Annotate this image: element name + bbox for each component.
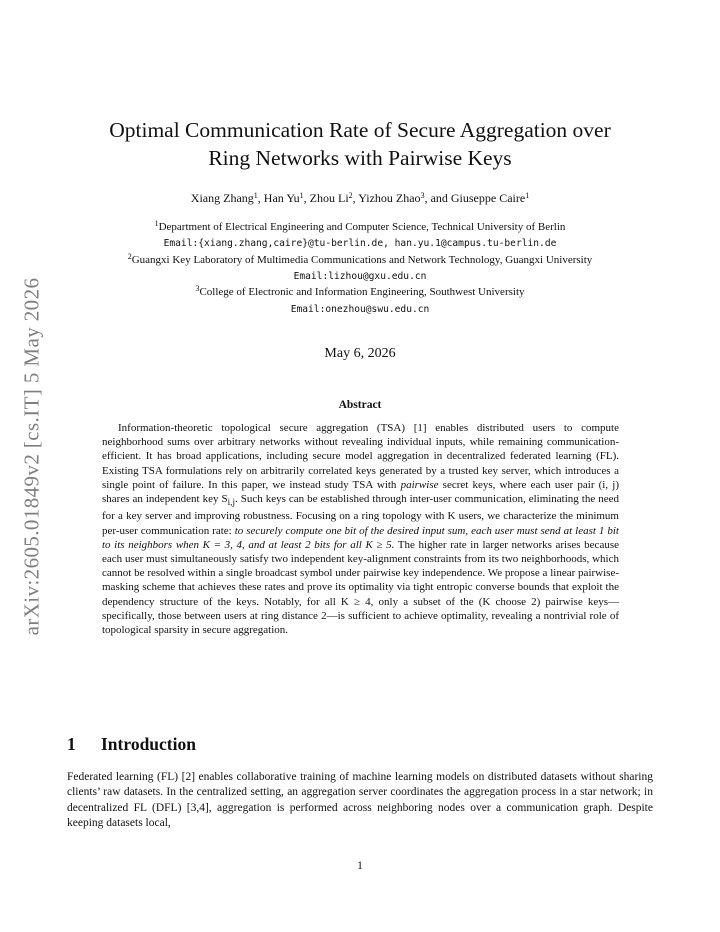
affiliation-mark: 2 <box>348 191 353 200</box>
affiliation-1 <box>40 221 680 233</box>
author-name: Xiang Zhang <box>190 191 254 205</box>
affiliation-2-email: Email:lizhou@gxu.edu.cn <box>293 271 427 282</box>
author-name: Zhou Li <box>309 191 349 205</box>
section-title: Introduction <box>101 734 196 754</box>
abstract-heading: Abstract <box>338 399 382 411</box>
section-number: 1 <box>67 734 76 754</box>
affiliation-mark: 2 <box>127 252 132 261</box>
arxiv-stamp <box>2 266 62 646</box>
author-separator: , <box>303 191 310 205</box>
affiliation-2 <box>40 254 680 266</box>
intro-paragraph: Federated learning (FL) [2] enables collaborative training of machine learning models on distributed datasets without sharing clients’ raw datasets. In the centralized setting, an aggregation server coordinates the aggregation process in a star network; in decentralized FL (DFL) [3,4], aggregation is performed across neighboring nodes over a communication graph. Despite keeping datasets local, <box>67 771 653 830</box>
author-list <box>60 191 660 206</box>
title-line-1: Optimal Communication Rate of Secure Aggregation over <box>109 118 611 142</box>
affiliation-mark: 3 <box>195 284 200 293</box>
paper-date: May 6, 2026 <box>324 346 396 361</box>
author-name: Yizhou Zhao <box>358 191 421 205</box>
affiliation-mark: 1 <box>154 219 159 228</box>
affiliation-mark: 1 <box>253 191 258 200</box>
abstract-text: The higher rate in larger networks arises because each user must simultaneously satisfy two independent key-alignment constraints from its two neighborhoods, which cannot be resolved within a single broadcast symbol under pairwise key independence. We propose a linear pairwise-masking scheme that achieves these rates and prove its optimality via tight entropic converse bounds that exploit the dependency structure of the keys. Notably, for all K ≥ 4, only a subset of the (K choose 2) pairwise keys—specifically, those between users at ring distance 2—is sufficient to achieve optimality, revealing a nontrivial role of topological sparsity in secure aggregation. <box>102 538 619 637</box>
abstract-text: . Such keys can be established through inter-user communication, eliminating the need for a key server and improving robustness. Focusing on a ring topology with K users, we characterize the minimum per-user communication rate: <box>102 493 619 537</box>
abstract-subscript: i,j <box>227 497 235 508</box>
affiliation-1-email: Email:{xiang.zhang,caire}@tu-berlin.de, han.yu.1@campus.tu-berlin.de <box>163 238 557 249</box>
author-name: Han Yu <box>263 191 300 205</box>
affiliation-name: College of Electronic and Information Engineering, Southwest University <box>199 286 525 298</box>
affiliation-3-email: Email:onezhou@swu.edu.cn <box>290 304 430 315</box>
affiliation-mark: 1 <box>525 191 530 200</box>
abstract-body <box>102 421 619 637</box>
arxiv-stamp-text: arXiv:2605.01849v2 [cs.IT] 5 May 2026 <box>19 277 44 635</box>
author-name: Giuseppe Caire <box>450 191 526 205</box>
affiliation-mark: 1 <box>299 191 304 200</box>
author-separator: , and <box>424 191 451 205</box>
affiliation-mark: 3 <box>420 191 425 200</box>
title-line-2: Ring Networks with Pairwise Keys <box>208 146 512 170</box>
paper-title <box>60 116 660 172</box>
affiliation-name: Department of Electrical Engineering and Computer Science, Technical University of Berlin <box>158 221 566 233</box>
author-separator: , <box>257 191 264 205</box>
affiliation-3 <box>40 286 680 298</box>
abstract-text: Information-theoretic topological secure aggregation (TSA) [1] enables distributed users to compute neighborhood sums over arbitrary networks without revealing individual inputs, while remaining communication-efficient. It has broad applications, including secure model aggregation in decentralized federated learning (FL). Existing TSA formulations rely on arbitrarily correlated keys generated by a trusted key server, which introduces a single point of failure. In this paper, we instead study TSA with <box>102 422 619 491</box>
author-separator: , <box>352 191 359 205</box>
abstract-emphasis: pairwise <box>400 478 439 491</box>
affiliation-name: Guangxi Key Laboratory of Multimedia Communications and Network Technology, Guangxi University <box>131 254 593 266</box>
page-number: 1 <box>357 860 363 872</box>
abstract-text: secret keys, where each user pair (i, j) shares an independent key S <box>102 478 619 506</box>
abstract-emphasis: to securely compute one bit of the desired input sum, each user must send at least 1 bit to its neighbors when K = 3, 4, and at least 2 bits for all K ≥ 5. <box>102 524 619 551</box>
section-heading <box>67 734 196 755</box>
